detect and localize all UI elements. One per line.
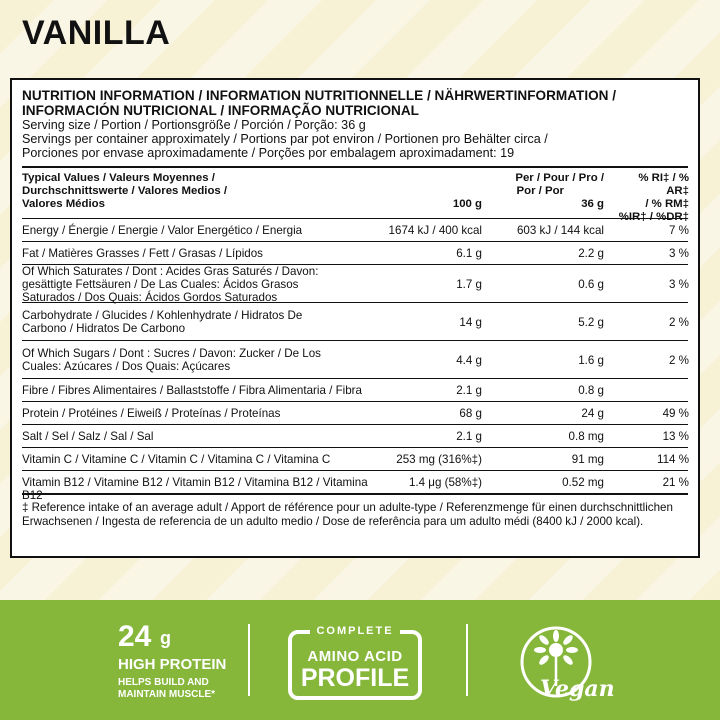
nutrient-label (22, 430, 382, 443)
badge-bar (0, 600, 720, 720)
nutrient-label (22, 453, 382, 466)
table-row (22, 241, 688, 264)
value-per-36g: 1.6 g (578, 354, 604, 367)
nutrition-panel (10, 78, 700, 558)
nutrient-label-line: Of Which Sugars / Dont : Sucres / Davon: Zucker / De Los (22, 347, 321, 360)
nutrient-label (22, 476, 382, 502)
header-line: % RI‡ / % AR‡ (638, 172, 689, 197)
badge-divider (466, 624, 468, 696)
protein-subtext-line: HELPS BUILD AND (118, 677, 209, 688)
table-row (22, 378, 688, 401)
protein-subtext (118, 677, 238, 701)
value-per-100g: 68 g (459, 407, 482, 420)
panel-heading-2: INFORMACIÓN NUTRICIONAL / INFORMAÇÃO NUTRICIONAL (22, 103, 419, 118)
amino-line: AMINO ACID (307, 648, 403, 665)
nutrient-label-line: Vitamin B12 / Vitamine B12 / Vitamin B12 / Vitamina B12 / Vitamina B12 (22, 476, 368, 502)
value-per-100g: 253 mg (316%‡) (396, 453, 482, 466)
header-line: %IR‡ / %DR‡ (618, 211, 689, 223)
per-header (422, 172, 604, 198)
header-line: Per / Pour / Pro / (515, 172, 604, 184)
nutrient-label-line: Carbohydrate / Glucides / Kohlenhydrate / Hidratos De (22, 309, 303, 322)
table-row (22, 470, 689, 502)
value-per-100g: 6.1 g (456, 247, 482, 260)
reference-intake: 21 % (662, 476, 689, 489)
nutrient-label (22, 384, 382, 397)
table-row (22, 401, 688, 424)
reference-intake: 3 % (669, 278, 689, 291)
value-per-100g: 1.7 g (456, 278, 482, 291)
nutrient-label (22, 247, 382, 260)
value-per-36g: 91 mg (571, 453, 604, 466)
value-per-100g: 4.4 g (456, 354, 482, 367)
nutrient-label-line: gesättigte Fettsäuren / De Las Cuales: Ácidos Grasos (22, 278, 299, 291)
column-header (22, 168, 689, 223)
amino-line: PROFILE (300, 664, 410, 692)
header-line: Durchschnittswerte / Valores Medios / (22, 185, 228, 197)
panel-heading-1: NUTRITION INFORMATION / INFORMATION NUTRITIONNELLE / NÄHRWERTINFORMATION / (22, 88, 617, 103)
protein-subtext-line: MAINTAIN MUSCLE* (118, 689, 216, 700)
serving-line: Serving size / Portion / Portionsgröße / Porción / Porção: 36 g (22, 118, 366, 132)
value-per-100g: 1674 kJ / 400 kcal (388, 224, 482, 237)
nutrient-label-line: Carbono / Hidratos De Carbono (22, 322, 186, 335)
table-row (22, 218, 688, 241)
value-per-36g: 2.2 g (578, 247, 604, 260)
amino-tag: COMPLETE (310, 622, 400, 640)
value-per-36g: 0.6 g (578, 278, 604, 291)
ri-header (614, 172, 689, 224)
value-per-100g: 2.1 g (456, 384, 482, 397)
value-per-36g: 5.2 g (578, 316, 604, 329)
nutrient-label-line: Salt / Sel / Salz / Sal / Sal (22, 430, 154, 443)
amino-acid-badge (288, 625, 422, 700)
nutrient-label-line: Fat / Matières Grasses / Fett / Grasas / Lípidos (22, 247, 263, 260)
nutrient-label-line: Protein / Protéines / Eiweiß / Proteínas / Proteínas (22, 407, 281, 420)
table-row (22, 424, 688, 447)
nutrient-label (22, 224, 382, 237)
value-per-36g: 24 g (581, 407, 604, 420)
serving-line: Porciones por envase aproximadamente / Porções por embalagem aproximadament: 19 (22, 146, 515, 160)
table-row (22, 340, 688, 378)
nutrient-label-line: Of Which Saturates / Dont : Acides Gras Saturés / Davon: (22, 265, 319, 278)
product-title: VANILLA (22, 14, 171, 52)
protein-label: HIGH PROTEIN (118, 656, 227, 673)
nutrient-label-line: Energy / Énergie / Energie / Valor Energético / Energia (22, 224, 303, 237)
nutrient-label-line: Vitamin C / Vitamine C / Vitamin C / Vitamina C / Vitamina C (22, 453, 331, 466)
nutrient-label-line: Fibre / Fibres Alimentaires / Ballaststoffe / Fibra Alimentaria / Fibra (22, 384, 362, 397)
reference-intake: 49 % (662, 407, 689, 420)
nutrient-label (22, 265, 382, 304)
reference-intake: 2 % (669, 354, 689, 367)
protein-amount: 24 (118, 620, 152, 653)
nutrient-label (22, 347, 382, 373)
table-row (22, 302, 688, 340)
typical-values-header (22, 172, 302, 211)
footnote-line: ‡ Reference intake of an average adult / Apport de référence pour un adulte-type / Referenzmenge für einen durchschnittlichen (22, 501, 673, 514)
col-36g-header: 36 g (581, 198, 604, 210)
value-per-100g: 2.1 g (456, 430, 482, 443)
protein-unit: g (160, 628, 171, 648)
value-per-100g: 1.4 μg (58%‡) (408, 476, 482, 489)
nutrient-label-line: Saturados / Dos Quais: Ácidos Gordos Saturados (22, 291, 278, 304)
nutrition-table (22, 218, 689, 502)
footnote-line: Erwachsenen / Ingesta de referencia de un adulto medio / Dose de referência para um adulto médi (8400 kJ / 2000 kcal). (22, 514, 644, 528)
header-line: Valores Médios (22, 198, 105, 210)
value-per-36g: 0.52 mg (562, 476, 604, 489)
table-row (22, 447, 688, 470)
header-line: Por / Por (516, 185, 564, 197)
col-100g-header: 100 g (452, 198, 482, 210)
badge-divider (248, 624, 250, 696)
serving-line: Servings per container approximately / Portions par pot environ / Portionen pro Behälter circa / (22, 132, 548, 146)
reference-intake: 13 % (662, 430, 689, 443)
value-per-36g: 0.8 mg (568, 430, 604, 443)
value-per-36g: 603 kJ / 144 kcal (516, 224, 604, 237)
reference-intake: 7 % (669, 224, 689, 237)
nutrient-label (22, 407, 382, 420)
value-per-100g: 14 g (459, 316, 482, 329)
reference-intake: 114 % (656, 453, 689, 466)
reference-intake: 3 % (669, 247, 689, 260)
header-line: Typical Values / Valeurs Moyennes / (22, 172, 215, 184)
reference-intake: 2 % (669, 316, 689, 329)
nutrient-label-line: Cuales: Azúcares / Dos Quais: Açúcares (22, 360, 231, 373)
table-row (22, 264, 688, 302)
value-per-36g: 0.8 g (578, 384, 604, 397)
vegan-label: Vegan (540, 676, 615, 702)
nutrient-label (22, 309, 382, 335)
header-line: / % RM‡ (645, 198, 689, 210)
